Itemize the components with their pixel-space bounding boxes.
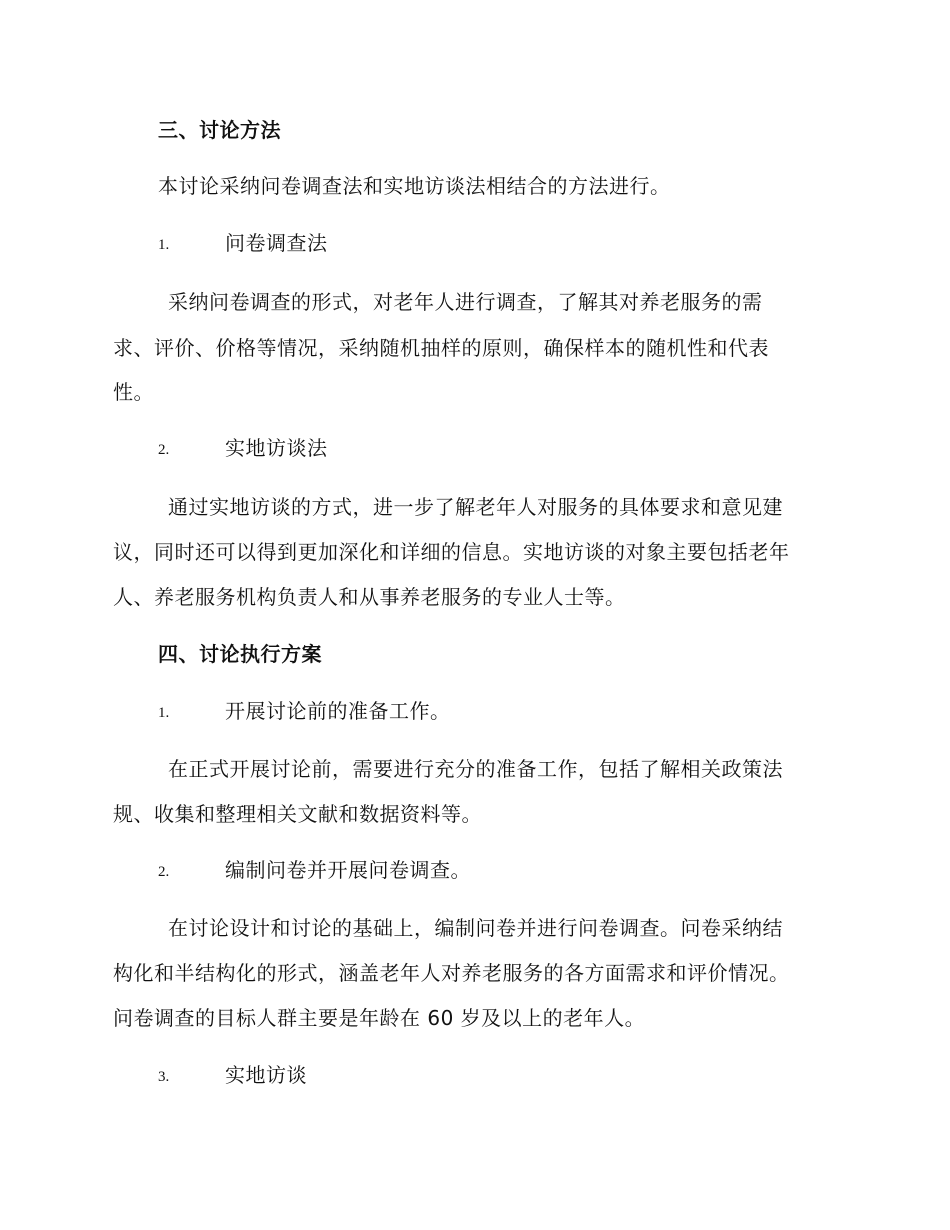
method-2-title: 实地访谈法 xyxy=(225,436,328,460)
list-number: 1. xyxy=(158,705,170,721)
section-heading-methods: 三、讨论方法 xyxy=(158,118,281,142)
step-1-title: 开展讨论前的准备工作。 xyxy=(225,699,451,723)
section-heading-execution-plan: 四、讨论执行方案 xyxy=(158,642,322,666)
methods-intro-paragraph: 本讨论采纳问卷调查法和实地访谈法相结合的方法进行。 xyxy=(158,174,671,198)
step-2-paragraph-line: 问卷调查的目标人群主要是年龄在 60 岁及以上的老年人。 xyxy=(113,1006,646,1030)
method-1-paragraph-line: 求、评价、价格等情况，采纳随机抽样的原则，确保样本的随机性和代表 xyxy=(113,336,769,360)
method-1-paragraph-line: 性。 xyxy=(113,380,154,404)
list-number: 1. xyxy=(158,237,170,253)
step-2-paragraph-line: 构化和半结构化的形式，涵盖老年人对养老服务的各方面需求和评价情况。 xyxy=(113,961,790,985)
step-2-title: 编制问卷并开展问卷调查。 xyxy=(225,858,471,882)
list-number: 3. xyxy=(158,1069,170,1085)
step-2-paragraph-line: 在讨论设计和讨论的基础上，编制问卷并进行问卷调查。问卷采纳结 xyxy=(168,916,783,940)
method-1-title: 问卷调查法 xyxy=(225,231,328,255)
method-1-paragraph-line: 采纳问卷调查的形式，对老年人进行调查，了解其对养老服务的需 xyxy=(168,290,763,314)
method-2-paragraph-line: 通过实地访谈的方式，进一步了解老年人对服务的具体要求和意见建 xyxy=(168,495,783,519)
method-2-paragraph-line: 议，同时还可以得到更加深化和详细的信息。实地访谈的对象主要包括老年 xyxy=(113,540,790,564)
step-1-paragraph-line: 在正式开展讨论前，需要进行充分的准备工作，包括了解相关政策法 xyxy=(168,757,783,781)
step-3-title: 实地访谈 xyxy=(225,1063,307,1087)
step-1-paragraph-line: 规、收集和整理相关文献和数据资料等。 xyxy=(113,802,482,826)
method-2-paragraph-line: 人、养老服务机构负责人和从事养老服务的专业人士等。 xyxy=(113,585,626,609)
list-number: 2. xyxy=(158,442,170,458)
list-number: 2. xyxy=(158,864,170,880)
